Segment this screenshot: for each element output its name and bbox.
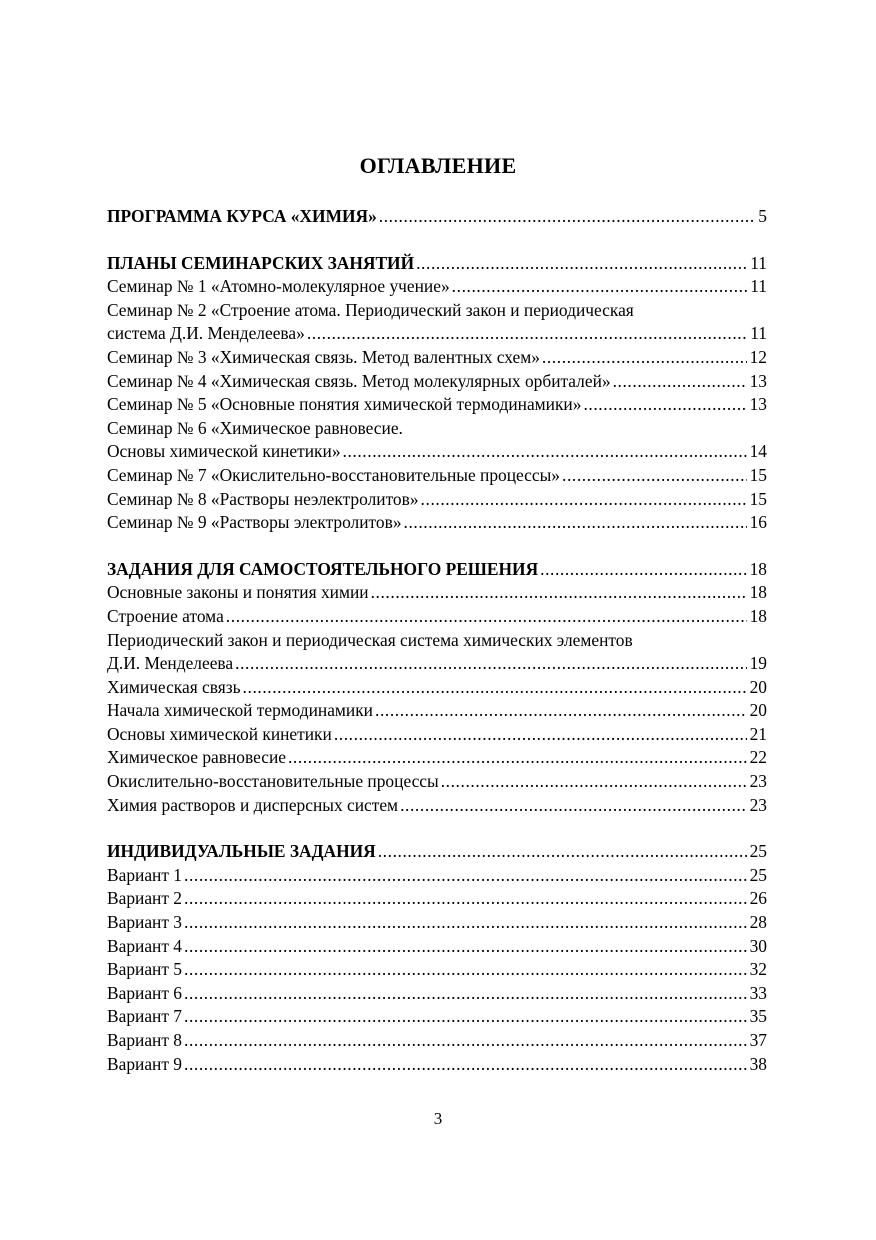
toc-page-number: 20: [749, 676, 767, 697]
toc-entry[interactable]: [107, 1029, 767, 1053]
toc-entry-row: [107, 322, 767, 346]
toc-section: [107, 205, 767, 229]
toc-entry-text: Семинар № 1 «Атомно-молекулярное учение»: [107, 276, 450, 297]
toc-entry-row: [107, 982, 767, 1006]
toc-entry[interactable]: [107, 393, 767, 417]
dot-leader: [583, 393, 746, 417]
dot-leader: [371, 581, 747, 605]
toc-page-number: 23: [749, 771, 767, 792]
toc-entry-text: Химия растворов и дисперсных систем: [107, 794, 399, 815]
dot-leader: [184, 982, 747, 1006]
toc-entry-text: Окислительно-восстановительные процессы: [107, 771, 439, 792]
toc-entry[interactable]: [107, 699, 767, 723]
dot-leader: [307, 322, 747, 346]
toc-entry[interactable]: [107, 488, 767, 512]
toc-entry[interactable]: [107, 794, 767, 818]
toc-entry-row: [107, 676, 767, 700]
toc-entry-row: [107, 605, 767, 629]
toc-entry[interactable]: [107, 746, 767, 770]
toc-heading-text: ПРОГРАММА КУРСА «ХИМИЯ»: [107, 206, 377, 226]
toc-entry-text: Вариант 3: [107, 912, 182, 933]
dot-leader: [441, 770, 747, 794]
toc-entry[interactable]: [107, 770, 767, 794]
dot-leader: [235, 652, 747, 676]
toc-page-number: 33: [749, 982, 767, 1003]
page-title: ОГЛАВЛЕНИЕ: [359, 153, 517, 178]
dot-leader: [375, 699, 747, 723]
toc-entry-text: Семинар № 8 «Растворы неэлектролитов»: [107, 488, 419, 509]
toc-entry-text: Вариант 5: [107, 959, 182, 980]
toc-entry-text: Семинар № 7 «Окислительно-восстановительные процессы»: [107, 464, 560, 485]
toc-page-number: 15: [749, 464, 767, 485]
toc-page-number: 5: [758, 206, 767, 226]
toc-entry-text: Вариант 9: [107, 1053, 182, 1074]
toc-page-number: 20: [749, 700, 767, 721]
toc-section: [107, 252, 767, 535]
toc-section: [107, 558, 767, 818]
toc-entry-row: [107, 1053, 767, 1077]
toc-page-number: 11: [750, 323, 767, 344]
toc-page-number: 23: [749, 794, 767, 815]
toc-entry-row: [107, 464, 767, 488]
toc-entry[interactable]: [107, 676, 767, 700]
toc-entry[interactable]: [107, 887, 767, 911]
toc-entry-text: Вариант 7: [107, 1006, 182, 1027]
toc-entry-row: [107, 370, 767, 394]
toc-entry-text: Начала химической термодинамики: [107, 700, 373, 721]
dot-leader: [404, 511, 747, 535]
toc-entry[interactable]: [107, 346, 767, 370]
toc-page-number: 18: [749, 558, 767, 579]
toc-entry-text-line: Семинар № 6 «Химическое равновесие.: [107, 417, 403, 438]
toc-entry-text: Вариант 1: [107, 864, 182, 885]
toc-entry-text-line: Периодический закон и периодическая система химических элементов: [107, 629, 633, 650]
dot-leader: [613, 370, 747, 394]
toc-entry-text: Вариант 8: [107, 1030, 182, 1050]
toc-heading-text: ПЛАНЫ СЕМИНАРСКИХ ЗАНЯТИЙ: [107, 252, 415, 273]
toc-page-number: 12: [749, 346, 767, 367]
toc-entry-text: Основы химической кинетики»: [107, 441, 341, 462]
toc-entry-row: [107, 393, 767, 417]
dot-leader: [184, 935, 747, 959]
toc-page-number: 11: [750, 252, 767, 273]
dot-leader: [184, 1029, 747, 1053]
toc-heading-text: ЗАДАНИЯ ДЛЯ САМОСТОЯТЕЛЬНОГО РЕШЕНИЯ: [107, 558, 539, 579]
toc-page-number: 13: [749, 370, 767, 391]
toc-page-number: 11: [750, 276, 767, 297]
toc-entry-row: [107, 488, 767, 512]
toc-page-number: 13: [749, 394, 767, 415]
dot-leader: [334, 723, 747, 747]
dot-leader: [542, 346, 747, 370]
toc-page-number: 15: [749, 488, 767, 509]
dot-leader: [184, 864, 747, 888]
toc-page-number: 26: [749, 888, 767, 909]
toc-page-number: 35: [749, 1006, 767, 1027]
toc-entry[interactable]: [107, 370, 767, 394]
toc-entry-row: [107, 275, 767, 299]
toc-entry-row: [107, 935, 767, 959]
toc-entry-text: Семинар № 9 «Растворы электролитов»: [107, 512, 402, 533]
toc-entry[interactable]: [107, 511, 767, 535]
dot-leader: [288, 746, 747, 770]
toc-page-number: 32: [749, 959, 767, 980]
toc-page-number: 21: [749, 723, 767, 744]
toc-section-heading[interactable]: [107, 205, 767, 229]
toc-page-number: 16: [749, 512, 767, 533]
toc-page-number: 30: [749, 935, 767, 956]
toc-entry-text: система Д.И. Менделеева»: [107, 323, 305, 344]
dot-leader: [379, 205, 756, 229]
toc-entry-text: Семинар № 5 «Основные понятия химической термодинамики»: [107, 394, 582, 415]
toc-entry-row: [107, 958, 767, 982]
dot-leader: [226, 605, 747, 629]
toc-page-number: 22: [749, 747, 767, 768]
dot-leader: [184, 911, 747, 935]
toc-entry-text: Вариант 6: [107, 982, 182, 1003]
toc-section-heading[interactable]: [107, 840, 767, 864]
toc-page-number: 38: [749, 1053, 767, 1074]
toc-entry[interactable]: [107, 864, 767, 888]
toc-page-number: 19: [749, 653, 767, 674]
toc-page-number: 18: [749, 582, 767, 603]
dot-leader: [184, 1005, 747, 1029]
toc-entry[interactable]: [107, 935, 767, 959]
toc-entry-text: Семинар № 4 «Химическая связь. Метод молекулярных орбиталей»: [107, 370, 611, 391]
toc-page-number: 25: [749, 841, 767, 862]
toc-entry-row: [107, 1005, 767, 1029]
toc-entry[interactable]: [107, 629, 767, 676]
toc-entry[interactable]: [107, 464, 767, 488]
dot-leader: [452, 275, 748, 299]
dot-leader: [421, 488, 747, 512]
toc-entry-text: Строение атома: [107, 605, 224, 626]
toc-entry-text: Вариант 4: [107, 935, 182, 956]
toc-entry[interactable]: [107, 581, 767, 605]
toc-entry-row: [107, 911, 767, 935]
toc-entry-text: Д.И. Менделеева: [107, 653, 234, 674]
toc-section-heading[interactable]: [107, 252, 767, 276]
toc-entry[interactable]: [107, 605, 767, 629]
toc-page-number: 28: [749, 912, 767, 933]
toc-entry-text: Вариант 2: [107, 888, 182, 909]
toc-page-number: 37: [749, 1030, 767, 1050]
toc-entry-row: [107, 511, 767, 535]
toc-entry-row: [107, 723, 767, 747]
toc-section: [107, 840, 767, 1076]
toc-entry-row: [107, 652, 767, 676]
toc-entry-text: Основы химической кинетики: [107, 723, 332, 744]
toc-entry[interactable]: [107, 911, 767, 935]
toc-entry-text: Химическое равновесие: [107, 747, 286, 768]
toc-entry-text-line: Семинар № 2 «Строение атома. Периодический закон и периодическая: [107, 299, 634, 320]
toc-entry-row: [107, 440, 767, 464]
toc-entry[interactable]: [107, 299, 767, 346]
toc-entry-text: Основные законы и понятия химии: [107, 582, 369, 603]
dot-leader: [378, 840, 747, 864]
toc-entry-row: [107, 887, 767, 911]
toc-entry-row: [107, 794, 767, 818]
toc-entry-row: [107, 581, 767, 605]
page-number: 3: [433, 1109, 443, 1128]
dot-leader: [540, 558, 746, 582]
toc-entry-row: [107, 770, 767, 794]
dot-leader: [243, 676, 747, 700]
dot-leader: [184, 958, 747, 982]
toc-page-number: 14: [749, 441, 767, 462]
toc-entry-text: Семинар № 3 «Химическая связь. Метод валентных схем»: [107, 346, 540, 367]
dot-leader: [343, 440, 747, 464]
toc-entry[interactable]: [107, 958, 767, 982]
dot-leader: [184, 1053, 747, 1077]
toc-entry[interactable]: [107, 417, 767, 464]
toc-entry-row: [107, 1029, 767, 1053]
table-of-contents: [107, 205, 767, 1099]
toc-entry[interactable]: [107, 982, 767, 1006]
toc-entry-text: Химическая связь: [107, 676, 241, 697]
toc-page-number: 18: [749, 605, 767, 626]
dot-leader: [416, 252, 747, 276]
dot-leader: [184, 887, 747, 911]
toc-entry[interactable]: [107, 1005, 767, 1029]
toc-entry-row: [107, 864, 767, 888]
toc-entry[interactable]: [107, 1053, 767, 1077]
toc-entry-row: [107, 699, 767, 723]
toc-entry[interactable]: [107, 723, 767, 747]
toc-entry-row: [107, 346, 767, 370]
toc-section-heading[interactable]: [107, 558, 767, 582]
toc-entry-row: [107, 746, 767, 770]
toc-heading-text: ИНДИВИДУАЛЬНЫЕ ЗАДАНИЯ: [107, 841, 376, 862]
toc-entry[interactable]: [107, 275, 767, 299]
toc-page-number: 25: [749, 864, 767, 885]
dot-leader: [562, 464, 747, 488]
dot-leader: [400, 794, 747, 818]
